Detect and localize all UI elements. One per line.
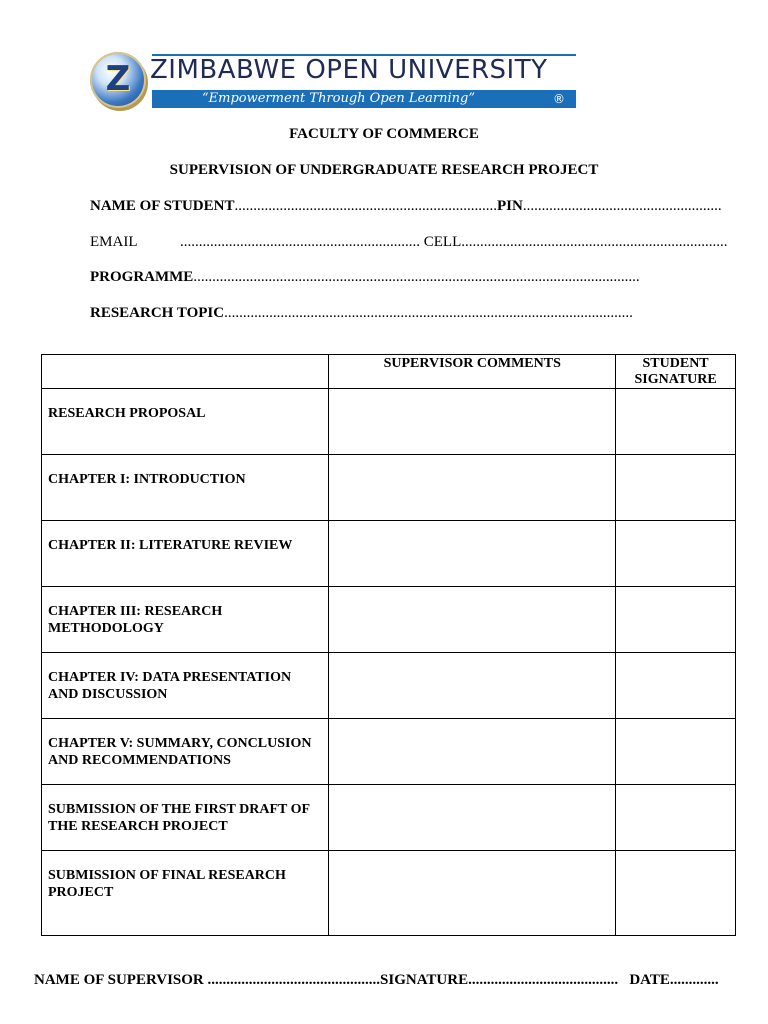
stage-label: SUBMISSION OF THE FIRST DRAFT OF THE RESEARCH PROJECT <box>42 785 329 851</box>
signature-field[interactable]: ........................................ <box>468 972 619 988</box>
stage-label: SUBMISSION OF FINAL RESEARCH PROJECT <box>42 851 329 936</box>
stage-label: CHAPTER IV: DATA PRESENTATION AND DISCUSSION <box>42 653 329 719</box>
table-row <box>42 785 736 851</box>
table-row <box>42 587 736 653</box>
supervision-table <box>41 354 736 936</box>
student-signature-cell[interactable] <box>616 587 736 653</box>
student-name-field[interactable]: ...................................................................... <box>234 198 497 214</box>
supervisor-name-field[interactable]: .............................................. <box>207 972 381 988</box>
supervisor-comments-cell[interactable] <box>329 719 616 785</box>
table-row <box>42 389 736 455</box>
stage-header <box>42 355 329 389</box>
supervisor-comments-cell[interactable] <box>329 653 616 719</box>
pin-field[interactable]: ..................................................... <box>522 198 722 214</box>
registered-mark: ® <box>553 92 565 106</box>
date-field[interactable]: ............. <box>669 972 719 988</box>
supervisor-comments-header: SUPERVISOR COMMENTS <box>329 355 616 389</box>
student-signature-cell[interactable] <box>616 851 736 936</box>
stage-label: RESEARCH PROPOSAL <box>42 389 329 455</box>
student-name-pin-row <box>90 198 730 215</box>
supervisor-comments-cell[interactable] <box>329 587 616 653</box>
student-signature-cell[interactable] <box>616 455 736 521</box>
research-topic-field[interactable]: ............................................................................................................. <box>224 305 633 321</box>
date-label: DATE <box>629 972 670 988</box>
student-name-label: NAME OF STUDENT <box>90 198 235 214</box>
stage-label: CHAPTER I: INTRODUCTION <box>42 455 329 521</box>
email-label: EMAIL <box>90 234 138 250</box>
student-signature-cell[interactable] <box>616 785 736 851</box>
table-header-row <box>42 355 736 389</box>
programme-field[interactable]: ....................................................................................................................... <box>193 269 640 285</box>
supervisor-comments-cell[interactable] <box>329 389 616 455</box>
student-signature-header: STUDENT SIGNATURE <box>616 355 736 389</box>
email-cell-row <box>90 234 730 251</box>
table-row <box>42 719 736 785</box>
supervisor-comments-cell[interactable] <box>329 521 616 587</box>
research-topic-row <box>90 305 730 322</box>
university-name: ZIMBABWE OPEN UNIVERSITY <box>150 55 548 85</box>
stage-label: CHAPTER V: SUMMARY, CONCLUSION AND RECOMMENDATIONS <box>42 719 329 785</box>
supervisor-comments-cell[interactable] <box>329 455 616 521</box>
programme-label: PROGRAMME <box>90 269 194 285</box>
stage-label: CHAPTER III: RESEARCH METHODOLOGY <box>42 587 329 653</box>
supervisor-signoff-row <box>34 972 719 989</box>
university-tagline: “Empowerment Through Open Learning” <box>202 91 476 106</box>
email-field[interactable]: ................................................................ <box>180 234 420 250</box>
supervisor-name-label: NAME OF SUPERVISOR <box>34 972 204 988</box>
student-signature-cell[interactable] <box>616 653 736 719</box>
supervisor-comments-cell[interactable] <box>329 785 616 851</box>
table-row <box>42 653 736 719</box>
research-topic-label: RESEARCH TOPIC <box>90 305 225 321</box>
table-row <box>42 521 736 587</box>
student-signature-cell[interactable] <box>616 719 736 785</box>
stage-label: CHAPTER II: LITERATURE REVIEW <box>42 521 329 587</box>
university-logo <box>90 50 580 112</box>
logo-emblem-icon: Z <box>90 52 146 108</box>
table-row <box>42 851 736 936</box>
faculty-title: FACULTY OF COMMERCE <box>289 126 479 142</box>
table-row <box>42 455 736 521</box>
pin-label: PIN <box>496 198 523 214</box>
form-title: SUPERVISION OF UNDERGRADUATE RESEARCH PROJECT <box>169 162 599 178</box>
student-signature-cell[interactable] <box>616 389 736 455</box>
programme-row <box>90 269 730 286</box>
cell-label: CELL <box>423 234 462 250</box>
signature-label: SIGNATURE <box>380 972 469 988</box>
student-signature-cell[interactable] <box>616 521 736 587</box>
supervisor-comments-cell[interactable] <box>329 851 616 936</box>
cell-field[interactable]: ....................................................................... <box>461 234 728 250</box>
